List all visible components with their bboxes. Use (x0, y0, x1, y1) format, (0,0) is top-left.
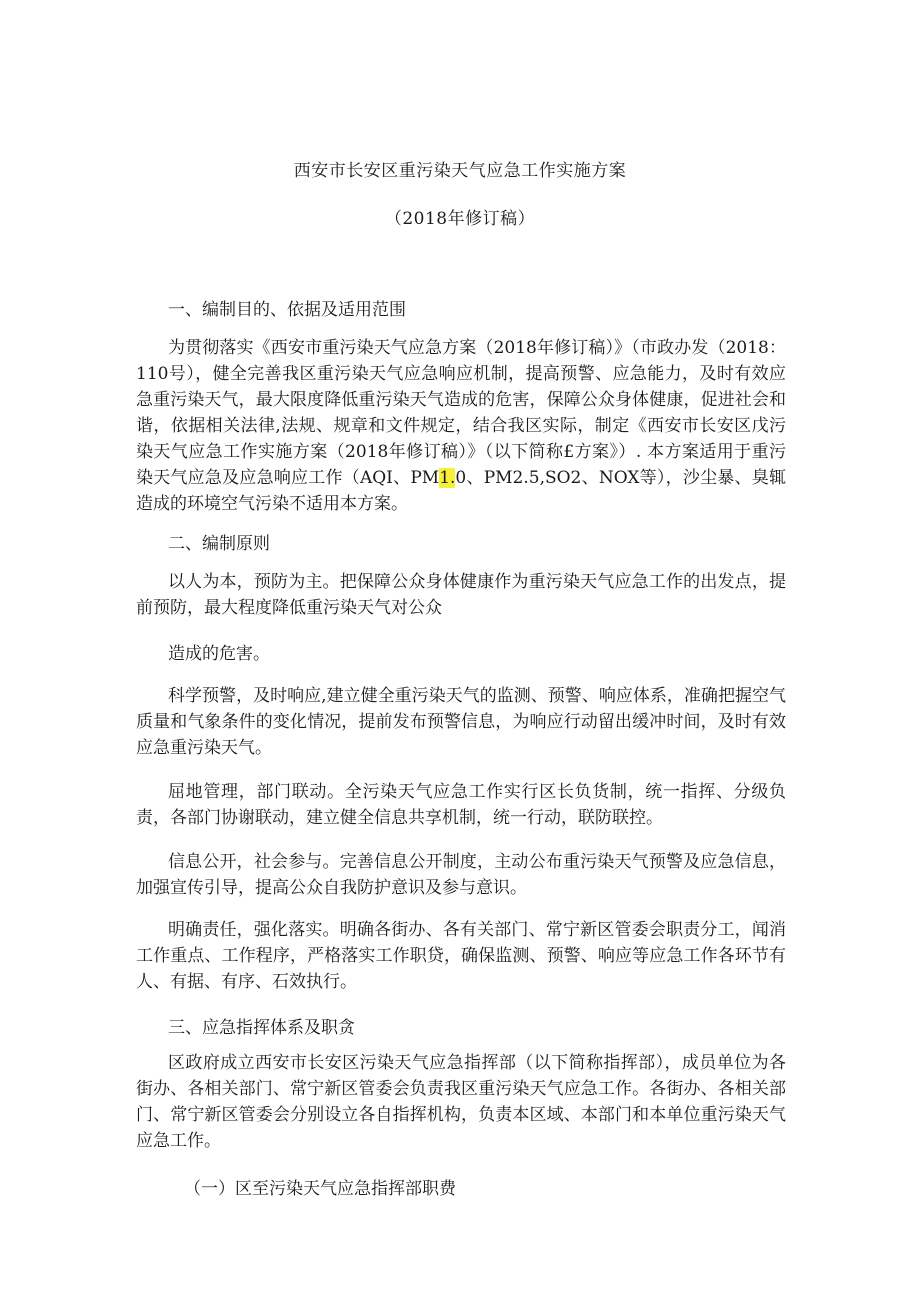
paragraph-purpose-text-a: 为贯彻落实《西安市重污染天气应急方案（2018年修订稿）》（市政办发（2018：110号），健全完善我区重污染天气应急响应机制，提高预警、应急能力，及时有效应急重污染天气，最大限度降低重污染天气造成的危害，保障公众身体健康，促进社会和谐，依据相关法律,法规、规章和文件规定，结合我区实际，制定《西安市长安区戊污染天气应急工作实施方案（2018年修订稿）》（以下简称£方案》）. 本方案适用于重污染天气应急及应急响应工作（AQI、PM (136, 338, 786, 488)
paragraph-purpose (136, 335, 786, 517)
section-3-heading: 三、应急指挥体系及职贪 (168, 1018, 355, 1038)
paragraph-principle-1: 以人为本，预防为主。把保障公众身体健康作为重污染天气应急工作的出发点，提前预防，最大程度降低重污染天气对公众 (136, 572, 786, 618)
paragraph-principle-4: 信息公开，社会参与。完善信息公开制度，主动公布重污染天气预警及应急信息，加强宣传引导，提高公众自我防护意识及参与意识。 (136, 852, 786, 898)
section-1-heading: 一、编制目的、依据及适用范围 (168, 300, 406, 320)
document-title: 西安市长安区重污染天气应急工作实施方案 (293, 161, 627, 181)
paragraph-principle-2: 科学预警，及时响应,建立健全重污染天气的监测、预警、响应体系，准确把握空气质量和气象条件的变化情况，提前发布预警信息，为响应行动留出缓冲时间，及时有效应急重污染天气。 (136, 686, 786, 758)
section-2-heading: 二、编制原则 (168, 534, 270, 554)
paragraph-principle-5: 明确责任，强化落实。明确各街办、各有关部门、常宁新区管委会职责分工，闻消工作重点、工作程序，严格落实工作职贷，确保监测、预警、响应等应急工作各环节有人、有据、有序、石效执行。 (136, 920, 786, 992)
highlighted-text: 1. (439, 468, 456, 488)
paragraph-command-system: 区政府成立西安市长安区污染天气应急指挥部（以下简称指挥部），成员单位为各街办、各相关部门、常宁新区管委会负责我区重污染天气应急工作。各街办、各相关部门、常宁新区管委会分别设立各自指挥机构，负责本区域、本部门和本单位重污染天气应急工作。 (136, 1053, 786, 1151)
paragraph-principle-3: 屈地管理，部门联动。全污染天气应急工作实行区长负货制，统一指挥、分级负责，各部门协谢联动，建立健全信息共享机制，统一行动，联防联控。 (136, 782, 786, 828)
paragraph-purpose-text-b: 0、PM2.5,SO2、NOX等），沙尘暴、臭辄造成的环境空气污染不适用本方案。 (136, 468, 786, 514)
paragraph-principle-1-cont: 造成的危害。 (168, 644, 270, 664)
subsection-1-heading: （一）区至污染天气应急指挥部职费 (184, 1179, 456, 1199)
document-subtitle: （2018年修订稿） (384, 209, 536, 229)
